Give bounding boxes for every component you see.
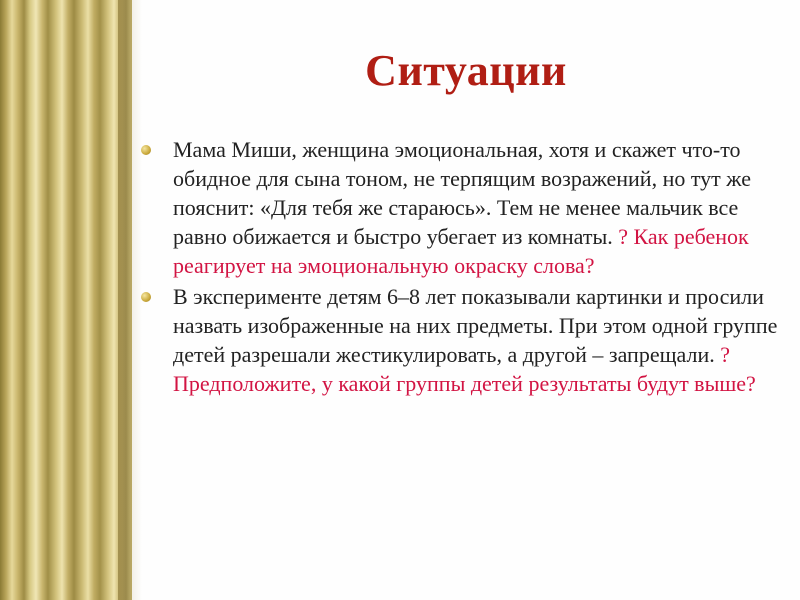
gold-curtain-decoration — [0, 0, 132, 600]
bullet-text-2: В эксперименте детям 6–8 лет показывали картинки и просили назвать изображенные на них предметы. При этом одной группе детей разрешали жестикулировать, а другой – запрещали. — [173, 284, 778, 367]
bullet-icon — [141, 292, 151, 302]
slide-title: Ситуации — [365, 46, 567, 95]
bullet-list — [135, 135, 785, 400]
bullet-question-2: ? Предположите, у какой группы детей результаты будут выше? — [173, 342, 756, 396]
bullet-question-1: ? Как ребенок реагирует на эмоциональную окраску слова? — [173, 224, 749, 278]
bullet-item-2 — [135, 282, 785, 398]
bullet-icon — [141, 145, 151, 155]
bullet-item-1 — [135, 135, 785, 280]
bullet-text-1: Мама Миши, женщина эмоциональная, хотя и скажет что-то обидное для сына тоном, не терпящим возражений, но тут же пояснит: «Для тебя же стараюсь». Тем не менее мальчик все равно обижается и быстро убегает из комнаты. — [173, 137, 751, 249]
